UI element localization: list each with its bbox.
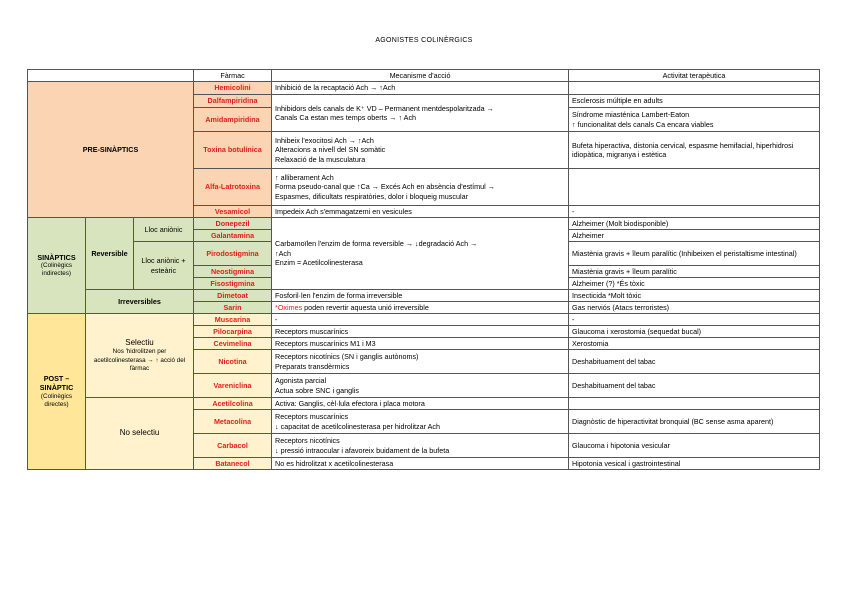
mech-line: Alteracions a nivell del SN somàtic xyxy=(275,145,386,155)
drug-donepezil: Donepezil xyxy=(194,218,272,230)
drug-pilocarpina: Pilocarpina xyxy=(194,326,272,338)
drug-batanecol: Batanecol xyxy=(194,458,272,470)
drug-hemicolini: Hemicolini xyxy=(194,82,272,95)
mech-hemicolini: Inhibició de la recaptació Ach → ↑Ach xyxy=(272,82,569,95)
act-batanecol: Hipotonia vesical i gastrointestinal xyxy=(569,458,820,470)
mech-nicotina xyxy=(272,350,569,374)
act-dalfampiridina: Esclerosis múltiple en adults xyxy=(569,95,820,108)
group-post-title: POST – SINÀPTIC xyxy=(39,373,74,393)
group-post-sub: (Colinègics directes) xyxy=(40,392,73,408)
mech-toxina xyxy=(272,132,569,169)
act-metacolina: Diagnòstic de hiperactivitat bronquial (BC sense asma aparent) xyxy=(569,410,820,434)
act-toxina: Bufeta hiperactiva, distonia cervical, espasme hemifacial, hiperhidrosi idiopàtica, migranya i estètica xyxy=(569,132,820,169)
table-row xyxy=(28,398,820,410)
mech-line: Inhibidors dels canals de K⁺ VD – Permanent mentdespolaritzada → xyxy=(275,103,494,113)
act-vareniclina: Deshabituament del tabac xyxy=(569,374,820,398)
act-pirodostigmina: Miastènia gravis + îleum paralític (Inhibeixen el peristaltisme intestinal) xyxy=(569,242,820,266)
mech-line: Enzim = Acetilcolinesterasa xyxy=(275,258,363,268)
mech-line: Preparats transdèrmics xyxy=(275,361,350,371)
drug-sarin: Sarin xyxy=(194,302,272,314)
mech-line: ↓ pressió intraocular i afavoreix buidament de la bufeta xyxy=(275,445,450,455)
group-sinaptics-sub: (Colinègics indirectes) xyxy=(40,262,73,278)
act-galantamina: Alzheimer xyxy=(569,230,820,242)
drug-vareniclina: Vareniclina xyxy=(194,374,272,398)
drug-dalfampiridina: Dalfampiridina xyxy=(194,95,272,108)
header-empty xyxy=(28,70,194,82)
mech-acetilcolina: Activa: Ganglis, cèl·lula efectora i placa motora xyxy=(272,398,569,410)
group-sinaptics xyxy=(28,218,86,314)
drug-toxina-botulinica: Toxina botulínica xyxy=(194,132,272,169)
mech-line: Receptors muscarínics xyxy=(275,412,349,422)
act-dimetoat: Insecticida *Molt tòxic xyxy=(569,290,820,302)
mech-line: Actua sobre SNC i ganglis xyxy=(275,385,359,395)
mech-pilocarpina: Receptors muscarínics xyxy=(272,326,569,338)
drug-galantamina: Galantamina xyxy=(194,230,272,242)
drug-neostigmina: Neostigmina xyxy=(194,266,272,278)
drug-vesamicol: Vesamicol xyxy=(194,206,272,218)
group-lloc-anionic: Lloc aniònic xyxy=(134,218,194,242)
mech-batanecol: No es hidrolitzat x acetilcolinesterasa xyxy=(272,458,569,470)
drug-nicotina: Nicotina xyxy=(194,350,272,374)
mech-alfa xyxy=(272,169,569,206)
mech-line: Forma pseudo-canal que ↑Ca → Excés Ach en absència d'estímul → xyxy=(275,182,495,192)
header-farmac: Fàrmac xyxy=(194,70,272,82)
act-amidampiridina xyxy=(569,108,820,132)
group-selectiu-note: Nos 'hidrolitzen per acetilcolinesterasa → ↑ acció del fàrmac xyxy=(93,348,186,372)
mech-line: Inhibeix l'exocitosi Ach → ↑Ach xyxy=(275,135,374,145)
mech-dalfa-amid xyxy=(272,95,569,132)
act-pilocarpina: Glaucoma i xerostomia (sequedat bucal) xyxy=(569,326,820,338)
act-acetilcolina xyxy=(569,398,820,410)
mech-line: Receptors nicotínics (SN i ganglis autònoms) xyxy=(275,352,419,362)
act-line: ↑ funcionalitat dels canals Ca encara viables xyxy=(572,119,714,129)
group-selectiu-title: Selectiu xyxy=(125,338,154,348)
group-pre-sinaptics: PRE-SINÀPTICS xyxy=(28,82,194,218)
header-row xyxy=(28,70,820,82)
mech-line: ↑ alliberament Ach xyxy=(275,172,334,182)
act-hemicolini xyxy=(569,82,820,95)
cholinergic-agonists-table xyxy=(27,69,820,470)
header-mecanisme: Mecanisme d'acció xyxy=(272,70,569,82)
mech-vareniclina xyxy=(272,374,569,398)
oximes-text: *Oximes xyxy=(275,302,303,312)
mech-irrev-2 xyxy=(272,302,569,314)
act-donepezil: Alzheimer (Molt biodisponible) xyxy=(569,218,820,230)
group-no-selectiu: No selectiu xyxy=(86,398,194,470)
mech-carbacol xyxy=(272,434,569,458)
mech-line: Espasmes, dificultats respiratòries, dolor i bloqueig muscular xyxy=(275,191,468,201)
mech-vesamicol: Impedeix Ach s'emmagatzemi en vesicules xyxy=(272,206,569,218)
table-row xyxy=(28,314,820,326)
drug-amidampiridina: Amidampiridina xyxy=(194,108,272,132)
group-lloc-anionic-esteric: Lloc aniònic + esteàric xyxy=(134,242,194,290)
mech-line: Carbamoïlen l'enzim de forma reversible → ↓degradació Ach → xyxy=(275,239,478,249)
act-cevimelina: Xerostomia xyxy=(569,338,820,350)
mech-line: Relaxació de la musculatura xyxy=(275,154,366,164)
act-vesamicol: - xyxy=(569,206,820,218)
drug-pirodostigmina: Pirodostigmina xyxy=(194,242,272,266)
table-row xyxy=(28,290,820,302)
act-muscarina: - xyxy=(569,314,820,326)
drug-metacolina: Metacolina xyxy=(194,410,272,434)
document-title: AGONISTES COLINÈRGICS xyxy=(375,37,473,44)
mech-irrev-1: Fosforil·len l'enzim de forma irreversible xyxy=(272,290,569,302)
drug-dimetoat: Dimetoat xyxy=(194,290,272,302)
drug-fisostigmina: Fisostigmina xyxy=(194,278,272,290)
mech-reversible xyxy=(272,218,569,290)
table-row xyxy=(28,218,820,230)
drug-acetilcolina: Acetilcolina xyxy=(194,398,272,410)
act-carbacol: Glaucoma i hipotonia vesicular xyxy=(569,434,820,458)
act-neostigmina: Miastènia gravis + îleum paralític xyxy=(569,266,820,278)
mech-cevimelina: Receptors muscarínics M1 i M3 xyxy=(272,338,569,350)
act-line: Síndrome miasténica Lambert-Eaton xyxy=(572,110,690,120)
act-nicotina: Deshabituament del tabac xyxy=(569,350,820,374)
act-fisostigmina: Alzheimer (?) *És tòxic xyxy=(569,278,820,290)
header-activitat: Activitat terapèutica xyxy=(569,70,820,82)
mech-line: ↑Ach xyxy=(275,248,291,258)
group-irreversibles: Irreversibles xyxy=(86,290,194,314)
mech-muscarina: - xyxy=(272,314,569,326)
group-reversible: Reversible xyxy=(86,218,134,290)
act-sarin: Gas nerviós (Atacs terroristes) xyxy=(569,302,820,314)
mech-metacolina xyxy=(272,410,569,434)
act-alfa xyxy=(569,169,820,206)
mech-line: Receptors nicotínics xyxy=(275,436,340,446)
group-selectiu xyxy=(86,314,194,398)
mech-line: ↓ capacitat de acetilcolinesterasa per hidrolitzar Ach xyxy=(275,421,441,431)
table-row xyxy=(28,82,820,95)
drug-muscarina: Muscarina xyxy=(194,314,272,326)
group-post-sinaptic xyxy=(28,314,86,470)
mech-line: Agonista parcial xyxy=(275,376,327,386)
drug-carbacol: Carbacol xyxy=(194,434,272,458)
mech-line: Canals Ca estan mes temps oberts → ↑ Ach xyxy=(275,113,417,122)
group-sinaptics-title: SINÀPTICS xyxy=(37,252,76,262)
drug-alfa-latrotoxina: Alfa-Latrotoxina xyxy=(194,169,272,206)
drug-cevimelina: Cevimelina xyxy=(194,338,272,350)
oximes-rest: poden revertir aquesta unió irreversible xyxy=(302,302,429,312)
